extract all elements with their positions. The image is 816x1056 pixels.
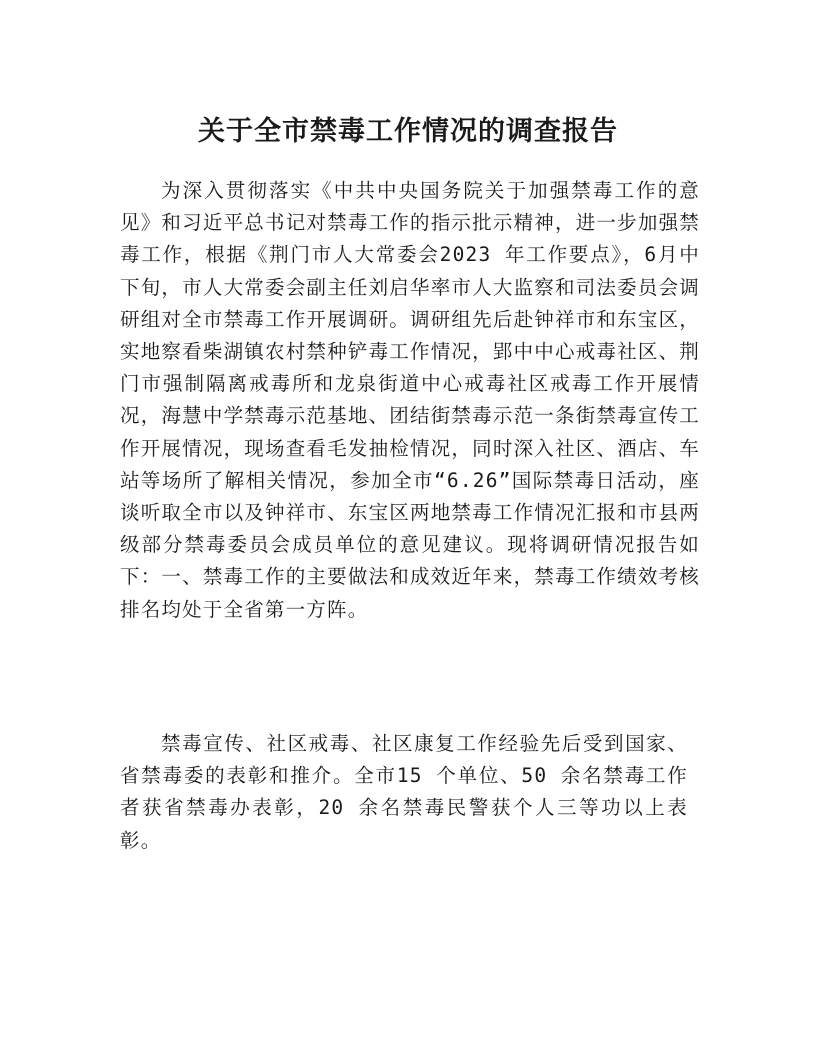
document-title: 关于全市禁毒工作情况的调查报告 [198, 116, 618, 147]
body-paragraph: 禁毒宣传、社区戒毒、社区康复工作经验先后受到国家、省禁毒委的表彰和推介。全市15 个单位、50 余名禁毒工作者获省禁毒办表彰，20 余名禁毒民警获个人三等功以上表彰。 [120, 732, 688, 852]
body-paragraph: 为深入贯彻落实《中共中央国务院关于加强禁毒工作的意见》和习近平总书记对禁毒工作的指示批示精神，进一步加强禁毒工作，根据《荆门市人大常委会2023 年工作要点》，6月中下旬，市人大常委会副主任刘启华率市人大监察和司法委员会调研组对全市禁毒工作开展调研。调研组先后赴钟祥市和东宝区，实地察看柴湖镇农村禁种铲毒工作情况，郢中中心戒毒社区、荆门市强制隔离戒毒所和龙泉街道中心戒毒社区戒毒工作开展情况，海慧中学禁毒示范基地、团结街禁毒示范一条街禁毒宣传工作开展情况，现场查看毛发抽检情况，同时深入社区、酒店、车站等场所了解相关情况，参加全市“6.26”国际禁毒日活动，座谈听取全市以及钟祥市、东宝区两地禁毒工作情况汇报和市县两级部分禁毒委员会成员单位的意见建议。现将调研情况报告如下：一、禁毒工作的主要做法和成效近年来，禁毒工作绩效考核排名均处于全省第一方阵。 [120, 179, 700, 621]
